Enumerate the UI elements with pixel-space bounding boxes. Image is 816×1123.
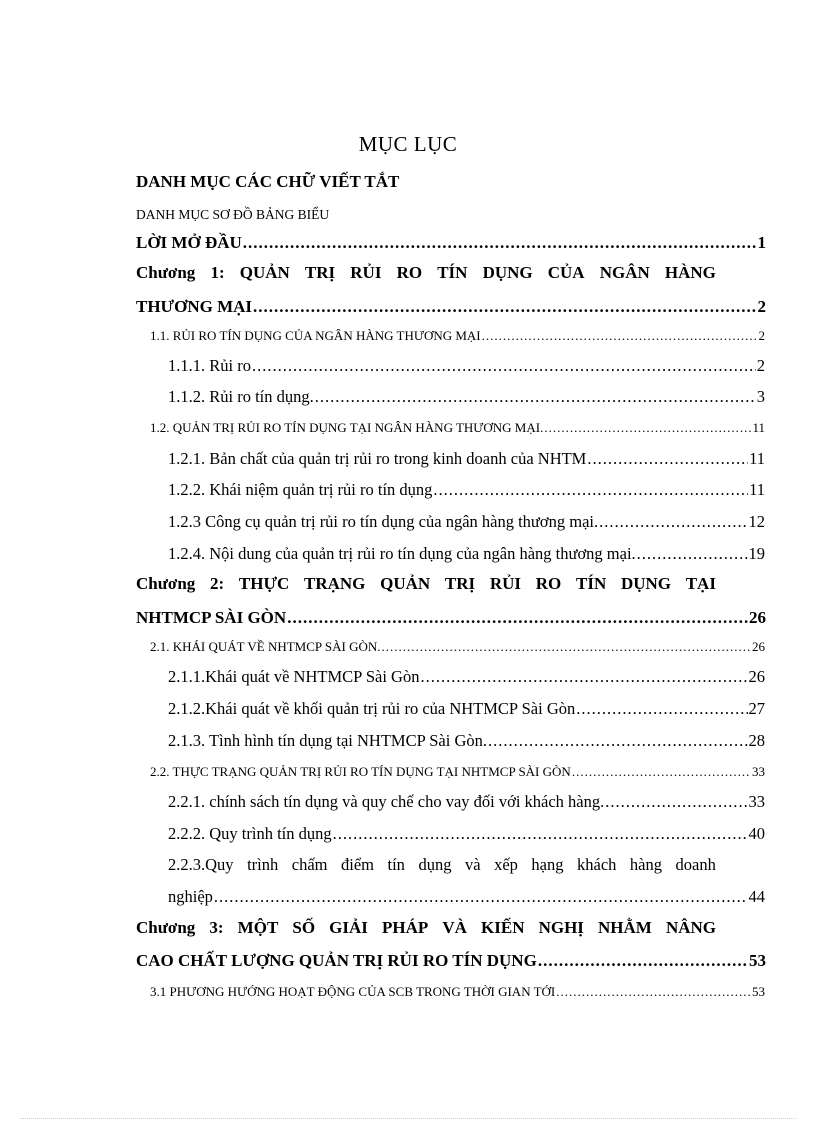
heading-word: RO [535,574,562,593]
toc-entry-2-2-2[interactable] [168,824,765,844]
heading-word: tín [387,855,405,874]
toc-chapter-2-continuation[interactable] [136,608,766,628]
toc-chapter-3-heading[interactable] [136,918,716,938]
toc-page-number: 33 [752,764,765,779]
toc-entry-label: 2.1.2.Khái quát về khối quản trị rủi ro của NHTMCP Sài Gòn [168,699,576,718]
heading-word: doanh [675,855,716,874]
leader-dots [287,608,748,628]
toc-entry-2-1-3[interactable] [168,731,765,751]
toc-entry-2-1-2[interactable] [168,699,765,719]
leader-dots [214,887,748,907]
toc-page-number: 19 [748,544,765,563]
toc-page-number: 2 [757,297,766,316]
toc-page-number: 53 [749,951,766,970]
heading-word: NGHỊ [538,918,584,937]
heading-word: NGÂN [599,263,650,282]
leader-dots [605,792,747,812]
leader-dots [572,764,751,780]
heading-word: 2: [210,574,225,593]
heading-word: TÍN [575,574,607,593]
heading-word: NHẰM [598,918,652,937]
toc-entry-label: 1.2. QUẢN TRỊ RỦI RO TÍN DỤNG TẠI NGÂN HÀNG THƯƠNG MẠI. [150,420,544,435]
toc-entry-1-2-3[interactable] [168,512,765,532]
heading-word: 2.2.3.Quy [168,855,234,874]
toc-abbreviations[interactable]: DANH MỤC CÁC CHỮ VIẾT TẮT [136,172,400,191]
heading-word: hàng [629,855,662,874]
toc-page-number: 3 [756,387,765,406]
heading-word: hạng [531,855,564,874]
toc-entry-label: 1.2.3 Công cụ quản trị rủi ro tín dụng của ngân hàng thương mại. [168,512,599,531]
toc-entry-label: 1.1.2. Rủi ro tín dụng. [168,387,314,406]
heading-word: 1: [210,263,225,282]
leader-dots [599,512,747,532]
leader-dots [576,699,747,719]
toc-page-number: 11 [752,420,765,435]
toc-entry-label: 3.1 PHƯƠNG HƯỚNG HOẠT ĐỘNG CỦA SCB TRONG THỜI GIAN TỚI [150,984,556,999]
toc-entry-1-1-1[interactable] [168,356,765,376]
toc-entry-label: NHTMCP SÀI GÒN [136,608,287,627]
toc-entry-label: 1.2.1. Bản chất của quản trị rủi ro trong kinh doanh của NHTM [168,449,587,468]
toc-entry-label: 1.1. RỦI RO TÍN DỤNG CỦA NGÂN HÀNG THƯƠNG MẠI [150,328,481,343]
heading-word: TẠI [685,574,716,593]
heading-word: NÂNG [665,918,716,937]
leader-dots [488,731,747,751]
leader-dots [556,984,751,1000]
page-title: MỤC LỤC [358,132,458,156]
toc-entry-label: 1.1.1. Rủi ro [168,356,251,375]
heading-word: RỦI [350,263,382,282]
toc-entry-1-1[interactable] [150,328,765,344]
toc-page-number: 28 [748,731,765,750]
leader-dots [637,544,748,564]
toc-page-number: 27 [748,699,765,718]
toc-entry-2-1[interactable] [150,639,765,655]
leader-dots [253,297,756,317]
toc-entry-2-2-3-continuation[interactable] [168,887,765,907]
toc-entry-intro[interactable] [136,233,766,253]
heading-word: TRỊ [444,574,476,593]
heading-word: TRẠNG [304,574,366,593]
heading-word: TRỊ [304,263,336,282]
toc-page-number: 2 [756,356,765,375]
heading-word: HÀNG [664,263,716,282]
heading-word: KIẾN [481,918,525,937]
toc-page-number: 40 [748,824,765,843]
toc-entry-label: CAO CHẤT LƯỢNG QUẢN TRỊ RỦI RO TÍN DỤNG [136,951,537,970]
toc-entry-1-1-2[interactable] [168,387,765,407]
heading-word: GIẢI [329,918,368,937]
toc-page-number: 44 [748,887,765,906]
toc-page-number: 26 [748,667,765,686]
heading-word: RO [396,263,423,282]
heading-word: MỘT [237,918,279,937]
heading-word: xếp [494,855,518,874]
leader-dots [433,480,748,500]
heading-word: CỦA [547,263,585,282]
toc-page-number: 11 [749,480,765,499]
toc-entry-label: 1.2.4. Nội dung của quản trị rủi ro tín dụng của ngân hàng thương mại. [168,544,636,563]
heading-word: QUẢN [380,574,431,593]
leader-dots [544,420,751,436]
leader-dots [587,449,748,469]
toc-entry-2-2[interactable] [150,764,765,780]
toc-page-number: 26 [752,639,765,654]
heading-word: khách [577,855,617,874]
heading-word: dụng [418,855,452,874]
heading-word: THỰC [238,574,290,593]
heading-word: Chương [136,574,196,593]
heading-word: DỤNG [620,574,671,593]
leader-dots [315,387,756,407]
toc-page-number: 12 [748,512,765,531]
toc-entry-1-2-1[interactable] [168,449,765,469]
heading-word: VÀ [442,918,467,937]
heading-word: PHÁP [381,918,429,937]
toc-entry-1-2-2[interactable] [168,480,765,500]
toc-entry-label: 1.2.2. Khái niệm quản trị rủi ro tín dụng [168,480,433,499]
toc-entry-label: 2.2. THỰC TRẠNG QUẢN TRỊ RỦI RO TÍN DỤNG TẠI NHTMCP SÀI GÒN [150,764,571,779]
toc-chapter-1-heading[interactable] [136,263,716,283]
heading-word: Chương [136,918,196,937]
leader-dots [538,951,748,971]
toc-entry-label: LỜI MỞ ĐẦU [136,233,242,252]
toc-page-number: 33 [748,792,765,811]
toc-page-number: 26 [749,608,766,627]
heading-word: QUẢN [239,263,290,282]
toc-chapter-1-continuation[interactable] [136,297,766,317]
heading-word: chấm [291,855,328,874]
heading-word: SỐ [292,918,316,937]
toc-entry-label: 2.1. KHÁI QUÁT VỀ NHTMCP SÀI GÒN. [150,639,381,654]
leader-dots [252,356,756,376]
toc-page-number: 11 [749,449,765,468]
leader-dots [482,328,758,344]
heading-word: trình [247,855,279,874]
leader-dots [333,824,748,844]
leader-dots [243,233,757,253]
page-bottom-divider [20,1118,796,1119]
toc-entry-label: 2.2.1. chính sách tín dụng và quy chế cho vay đối với khách hàng. [168,792,605,811]
toc-page-number: 1 [757,233,766,252]
leader-dots [382,639,751,655]
toc-page-number: 53 [752,984,765,999]
toc-figures[interactable]: DANH MỤC SƠ ĐỒ BẢNG BIỂU [136,207,330,222]
heading-word: 3: [209,918,224,937]
toc-entry-label: nghiệp [168,887,213,906]
toc-entry-2-1-1[interactable] [168,667,765,687]
toc-entry-1-2[interactable] [150,420,765,436]
heading-word: RỦI [489,574,522,593]
toc-page-number: 2 [758,328,765,343]
toc-entry-label: 2.2.2. Quy trình tín dụng [168,824,332,843]
leader-dots [420,667,747,687]
toc-entry-2-2-1[interactable] [168,792,765,812]
toc-entry-2-2-3-heading[interactable] [168,855,716,875]
toc-entry-1-2-4[interactable] [168,544,765,564]
toc-entry-3-1[interactable] [150,984,765,1000]
toc-chapter-2-heading[interactable] [136,574,716,594]
heading-word: điểm [341,855,374,874]
toc-entry-label: 2.1.1.Khái quát về NHTMCP Sài Gòn [168,667,420,686]
toc-entry-label: THƯƠNG MẠI [136,297,253,316]
heading-word: Chương [136,263,196,282]
toc-chapter-3-continuation[interactable] [136,951,766,971]
heading-word: TÍN [437,263,468,282]
heading-word: DỤNG [482,263,533,282]
heading-word: và [464,855,481,874]
toc-entry-label: 2.1.3. Tình hình tín dụng tại NHTMCP Sài Gòn. [168,731,488,750]
